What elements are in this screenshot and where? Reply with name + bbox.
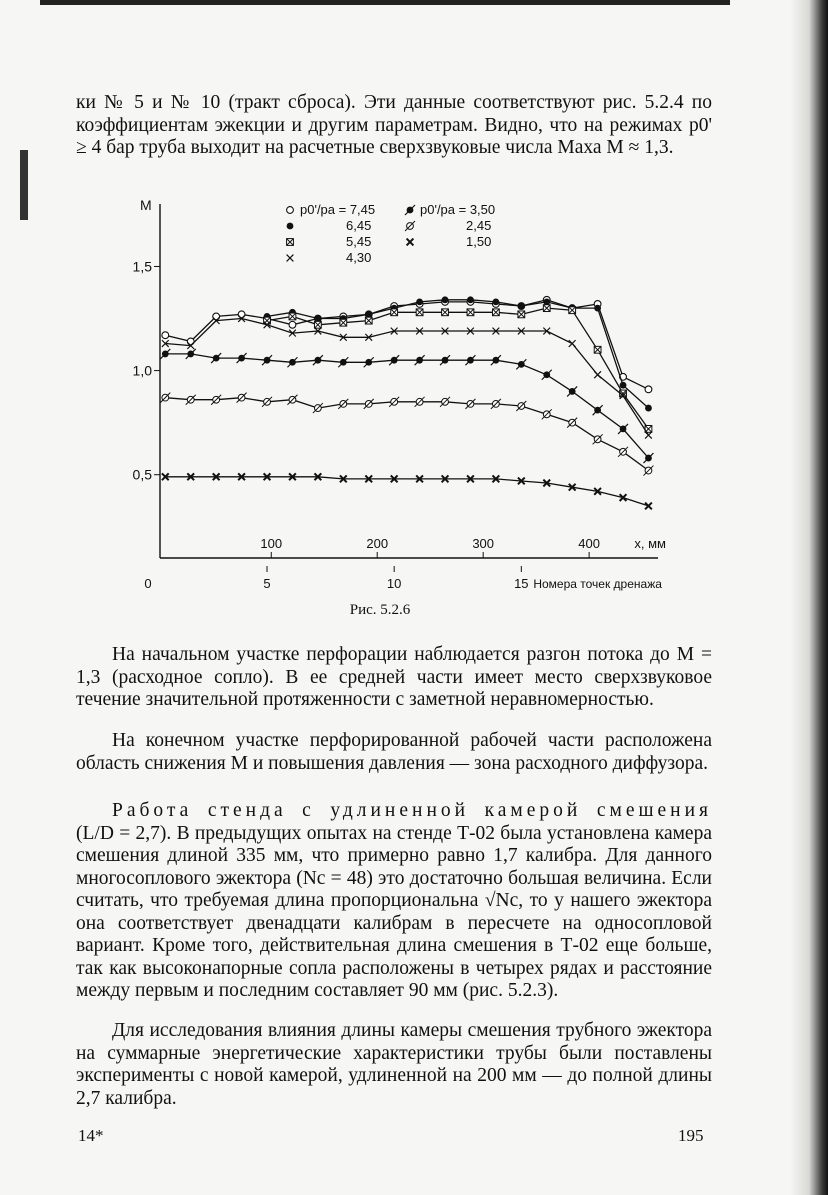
data-point: [492, 309, 499, 316]
data-point: [543, 305, 550, 312]
page-top-rule: [40, 0, 730, 5]
data-point: [594, 371, 601, 378]
data-point: [569, 307, 576, 314]
mach-number-chart: [118, 192, 678, 597]
data-point: [542, 370, 552, 380]
legend-label: 6,45: [346, 218, 372, 233]
legend-label: 4,30: [346, 250, 372, 265]
legend-marker-shape: [287, 223, 294, 230]
data-point-shape: [492, 298, 499, 305]
data-point-shape: [162, 332, 169, 339]
data-point: [465, 399, 475, 409]
figure-caption: Рис. 5.2.6: [349, 602, 411, 618]
data-point: [618, 447, 628, 457]
data-point: [542, 409, 552, 419]
x-tick-label: 200: [366, 536, 389, 551]
paragraph-2: На начальном участке перфорации наблюдается разгон потока до M = 1,3 (расходное сопло). В ее средней части имеет место сверхзвуковое течение значительной протяженности с заметной неравномерностью.: [76, 644, 712, 710]
x-tick-label: 300: [472, 536, 495, 551]
legend-label: p0'/pa = 7,45: [300, 202, 376, 217]
legend-marker: [407, 239, 414, 246]
data-point: [518, 303, 525, 310]
paragraph-4: [76, 800, 712, 1003]
data-point-shape: [467, 296, 474, 303]
legend-label: 1,50: [466, 234, 492, 249]
legend-label: 5,45: [346, 234, 372, 249]
paragraph-5: Для исследования влияния длины камеры смешения трубного эжектора на суммарные энергетические характеристики трубы были поставлены эксперименты с новой камерой, удлиненной на 200 мм — до полной длины 2,7 калибра.: [76, 1020, 712, 1109]
paragraph-3: На конечном участке перфорированной рабочей части расположена область снижения M и повышения давления — зона расходного диффузора.: [76, 730, 712, 774]
data-point-shape: [645, 405, 652, 412]
legend-marker: [287, 223, 294, 230]
margin-mark: [20, 150, 28, 220]
legend-label: 2,45: [466, 218, 492, 233]
legend-marker-shape: [287, 207, 294, 214]
drain-axis-origin: 0: [144, 576, 152, 591]
drain-tick-label: 15: [514, 576, 529, 591]
data-point: [569, 340, 576, 347]
data-point: [567, 418, 577, 428]
data-point: [620, 382, 627, 389]
x-tick-label: 100: [260, 536, 283, 551]
legend-marker: [405, 205, 415, 215]
data-point: [416, 298, 423, 305]
legend-marker: [287, 255, 294, 262]
data-point: [364, 399, 374, 409]
data-point-shape: [594, 305, 601, 312]
legend-marker: [405, 221, 415, 231]
legend-label: p0'/pa = 3,50: [420, 202, 496, 217]
legend-marker-shape: [407, 239, 414, 246]
data-point-shape: [442, 296, 449, 303]
drain-tick-label: 5: [263, 576, 271, 591]
data-point: [442, 309, 449, 316]
series-line-3: [165, 319, 648, 436]
data-point: [594, 346, 601, 353]
data-point: [467, 296, 474, 303]
data-point-shape: [416, 298, 423, 305]
legend-marker-shape: [405, 205, 415, 215]
drain-tick-label: 10: [386, 576, 402, 591]
series-line-6: [165, 477, 648, 506]
data-point: [593, 434, 603, 444]
data-point: [492, 298, 499, 305]
data-point: [415, 397, 425, 407]
data-point: [262, 397, 272, 407]
data-point: [314, 321, 321, 328]
y-tick-label: 1,0: [132, 362, 152, 379]
paragraph-1: ки № 5 и № 10 (тракт сброса). Эти данные соответствуют рис. 5.2.4 по коэффициентам эжекции и другим параметрам. Видно, что на режимах p0' ≥ 4 бар труба выходит на расчетные сверхзвуковые числа Маха M ≈ 1,3.: [76, 92, 712, 158]
data-point: [237, 393, 247, 403]
page-edge-shadow: [790, 0, 828, 1195]
data-point: [442, 296, 449, 303]
x-tick-label: 400: [578, 536, 600, 551]
series-line-1: [267, 300, 649, 408]
data-point-shape: [620, 382, 627, 389]
data-point: [467, 309, 474, 316]
data-point-shape: [518, 303, 525, 310]
data-point: [416, 309, 423, 316]
drain-axis-label: Номера точек дренажа: [533, 577, 662, 591]
data-point: [287, 395, 297, 405]
data-point: [186, 395, 196, 405]
section-heading: Работа стенда с удлиненной камерой смешения: [112, 800, 712, 821]
data-point-shape: [569, 340, 576, 347]
paragraph-4-body: (L/D = 2,7). В предыдущих опытах на стенде Т-02 была установлена камера смешения длиной 335 мм, что примерно равно 1,7 калибра. Для данного многосоплового эжектора (Nc = 48) это достаточно большая величина. Если считать, что требуемая длина пропорциональна √Nc, то у нашего эжектора она соответствует двенадцати калибрам в пересчете на односопловой вариант. Кроме того, действительная длина смешения в Т-02 еще больше, так как высоконапорные сопла расположены в четырех рядах и расстояние между первым и последним составляет 90 мм (рис. 5.2.3).: [76, 822, 712, 1001]
x-axis-label: x, мм: [634, 536, 666, 551]
footer-signature-mark: 14*: [78, 1126, 104, 1145]
data-point: [516, 401, 526, 411]
page-number: 195: [678, 1126, 704, 1145]
data-point: [594, 305, 601, 312]
data-point: [518, 311, 525, 318]
data-point: [162, 332, 169, 339]
data-point-shape: [542, 370, 552, 380]
data-point: [643, 466, 653, 476]
legend-marker: [287, 239, 294, 246]
data-point-shape: [289, 321, 296, 328]
data-point: [645, 386, 652, 393]
data-point-shape: [645, 386, 652, 393]
data-point: [160, 393, 170, 403]
data-point-shape: [594, 371, 601, 378]
data-point: [389, 397, 399, 407]
data-point: [313, 403, 323, 413]
data-point: [593, 405, 603, 415]
data-point: [567, 386, 577, 396]
data-point: [289, 313, 296, 320]
legend-marker-shape: [287, 255, 294, 262]
data-point: [338, 399, 348, 409]
legend-marker: [287, 207, 294, 214]
y-tick-label: 1,5: [132, 258, 152, 275]
data-point: [391, 309, 398, 316]
data-point: [340, 319, 347, 326]
data-point-shape: [593, 405, 603, 415]
series-line-2: [267, 308, 649, 429]
data-point: [211, 395, 221, 405]
data-point: [289, 321, 296, 328]
y-tick-label: 0,5: [132, 466, 152, 483]
data-point-shape: [645, 503, 652, 510]
y-axis-label: M: [140, 197, 152, 213]
data-point: [645, 405, 652, 412]
series-line-4: [165, 354, 648, 458]
data-point: [645, 503, 652, 510]
data-point-shape: [567, 386, 577, 396]
data-point: [491, 399, 501, 409]
data-point: [440, 397, 450, 407]
series-line-5: [165, 398, 648, 471]
data-point: [365, 317, 372, 324]
